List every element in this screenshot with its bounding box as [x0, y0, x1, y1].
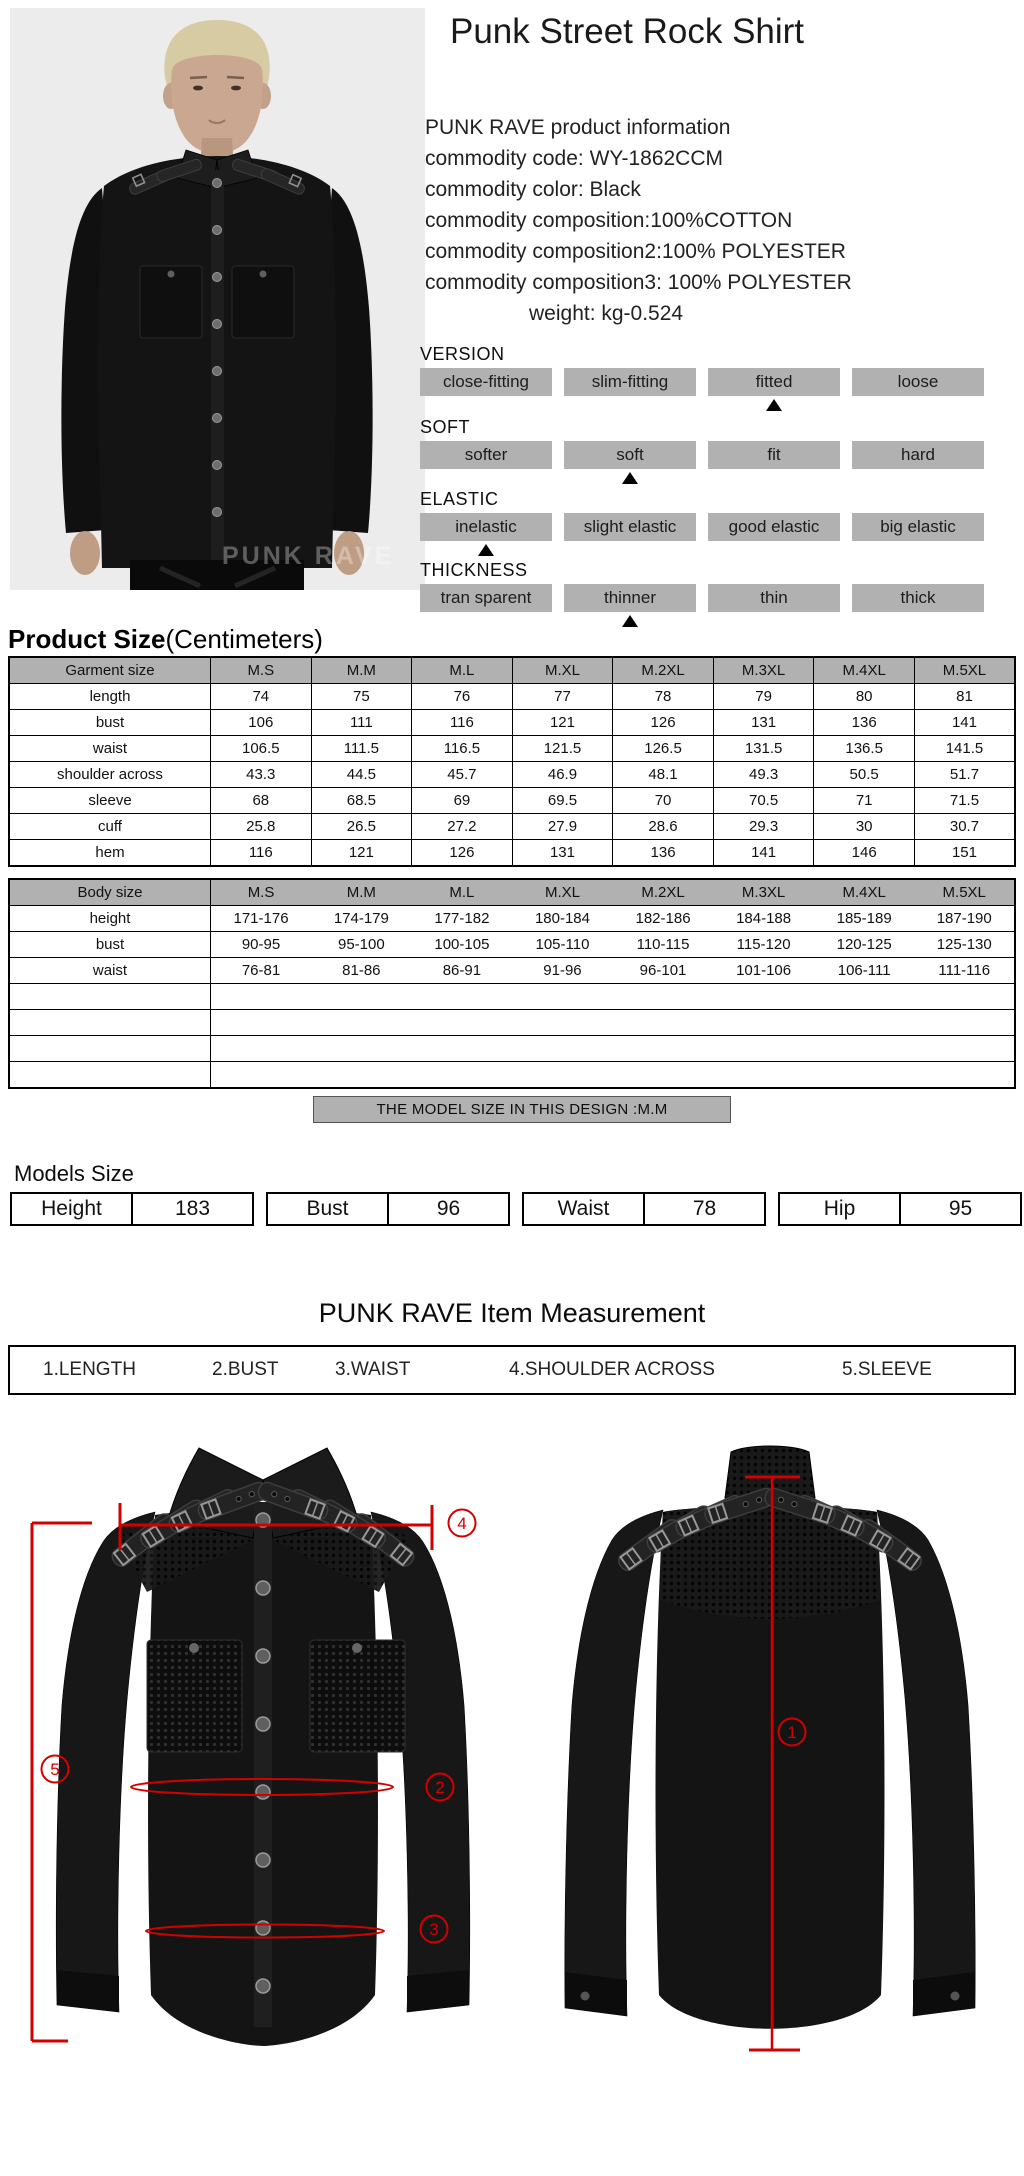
back-left-sleeve: [565, 1510, 663, 2016]
legend-item: 4.SHOULDER ACROSS: [509, 1359, 715, 1380]
table-row: cuff 25.8 26.5 27.2 27.9 28.6 29.3 30 30.7: [9, 814, 1015, 840]
models-size-group: [778, 1192, 1022, 1226]
col-header: M.L: [412, 657, 513, 684]
attr-option: slim-fitting: [564, 368, 696, 396]
bust-measure-label: 2: [435, 1778, 445, 1797]
length-measure-label: 1: [787, 1723, 797, 1742]
brand-watermark: PUNK RAVE: [222, 542, 395, 570]
sleeve-measure-label: 5: [50, 1760, 60, 1779]
front-right-sleeve: [371, 1512, 470, 2012]
selected-marker-icon: [478, 544, 494, 556]
models-size-value: 183: [131, 1192, 254, 1226]
attr-option: fitted: [708, 368, 840, 396]
info-line: commodity composition2:100% POLYESTER: [425, 240, 846, 263]
attr-option: thin: [708, 584, 840, 612]
models-size-group: [10, 1192, 254, 1226]
models-size-label: Models Size: [14, 1161, 134, 1186]
info-line: PUNK RAVE product information: [425, 116, 731, 139]
col-header: M.4XL: [814, 879, 915, 906]
legend-item: 2.BUST: [212, 1359, 279, 1380]
col-header: M.3XL: [713, 879, 814, 906]
selected-marker-icon: [622, 615, 638, 627]
measurement-legend: [8, 1345, 1016, 1395]
garment-size-table: [8, 656, 1016, 867]
models-size-key: Height: [10, 1192, 133, 1226]
models-size-row: [0, 1192, 1024, 1226]
attr-section-version: VERSION: [420, 344, 505, 364]
attr-option: thinner: [564, 584, 696, 612]
attr-option: fit: [708, 441, 840, 469]
table-row-empty: [9, 1010, 1015, 1036]
col-header: M.2XL: [613, 657, 714, 684]
col-header: M.4XL: [814, 657, 915, 684]
info-line: commodity color: Black: [425, 178, 641, 201]
table-row: bust 90-95 95-100 100-105 105-110 110-115 115-120 120-125 125-130: [9, 932, 1015, 958]
legend-item: 5.SLEEVE: [842, 1359, 932, 1380]
legend-item: 1.LENGTH: [43, 1359, 136, 1380]
attr-option: softer: [420, 441, 552, 469]
table-row: waist 76-81 81-86 86-91 91-96 96-101 101-106 106-111 111-116: [9, 958, 1015, 984]
models-size-group: [266, 1192, 510, 1226]
col-header: M.S: [211, 879, 312, 906]
models-size-value: 96: [387, 1192, 510, 1226]
attr-option: soft: [564, 441, 696, 469]
front-shirt-diagram: [15, 1440, 495, 2075]
col-header: M.5XL: [914, 657, 1015, 684]
attr-option: big elastic: [852, 513, 984, 541]
col-header: M.L: [412, 879, 513, 906]
back-shirt-diagram: [535, 1440, 1005, 2075]
attr-option: tran sparent: [420, 584, 552, 612]
table-row: length 74 75 76 77 78 79 80 81: [9, 684, 1015, 710]
back-right-sleeve: [877, 1510, 975, 2016]
table-row-empty: [9, 1036, 1015, 1062]
attr-section-thickness: THICKNESS: [420, 560, 528, 580]
attr-row-soft: [420, 441, 987, 469]
col-header: M.XL: [512, 879, 613, 906]
front-right-pocket: [310, 1640, 405, 1752]
table-row: shoulder across 43.3 44.5 45.7 46.9 48.1 49.3 50.5 51.7: [9, 762, 1015, 788]
shoulder-measure-label: 4: [457, 1514, 467, 1533]
heading-bold: Product Size: [8, 624, 166, 654]
attr-option: good elastic: [708, 513, 840, 541]
table-header-row: [9, 657, 1015, 684]
attr-row-thickness: [420, 584, 987, 612]
col-header: Body size: [9, 879, 211, 906]
table-row: height 171-176 174-179 177-182 180-184 182-186 184-188 185-189 187-190: [9, 906, 1015, 932]
attr-option: loose: [852, 368, 984, 396]
col-header: M.M: [311, 879, 412, 906]
attr-section-soft: SOFT: [420, 417, 470, 437]
page-title: Punk Street Rock Shirt: [450, 12, 805, 51]
selected-marker-icon: [622, 472, 638, 484]
info-line: commodity composition3: 100% POLYESTER: [425, 271, 852, 294]
product-size-heading: [8, 624, 323, 655]
attr-option: close-fitting: [420, 368, 552, 396]
table-row: waist 106.5 111.5 116.5 121.5 126.5 131.5 136.5 141.5: [9, 736, 1015, 762]
measurement-title: PUNK RAVE Item Measurement: [318, 1298, 706, 1328]
product-info: [425, 112, 1000, 329]
info-line: commodity composition:100%COTTON: [425, 209, 793, 232]
waist-measure-label: 3: [429, 1920, 439, 1939]
models-size-value: 95: [899, 1192, 1022, 1226]
model-size-note: THE MODEL SIZE IN THIS DESIGN :M.M: [313, 1096, 731, 1123]
models-size-key: Waist: [522, 1192, 645, 1226]
table-row: hem 116 121 126 131 136 141 146 151: [9, 840, 1015, 867]
col-header: Garment size: [9, 657, 211, 684]
info-line: weight: kg-0.524: [529, 302, 684, 325]
attr-option: slight elastic: [564, 513, 696, 541]
front-left-sleeve: [56, 1512, 155, 2012]
legend-item: 3.WAIST: [335, 1359, 411, 1380]
front-left-pocket: [147, 1640, 242, 1752]
table-header-row: [9, 879, 1015, 906]
col-header: M.3XL: [713, 657, 814, 684]
heading-unit: (Centimeters): [165, 624, 323, 654]
col-header: M.2XL: [613, 879, 714, 906]
attr-row-elastic: [420, 513, 987, 541]
models-size-key: Hip: [778, 1192, 901, 1226]
attr-option: inelastic: [420, 513, 552, 541]
col-header: M.5XL: [914, 879, 1015, 906]
col-header: M.M: [311, 657, 412, 684]
info-line: commodity code: WY-1862CCM: [425, 147, 723, 170]
model-photo: [10, 8, 425, 590]
model-illustration: [10, 8, 425, 590]
attr-option: hard: [852, 441, 984, 469]
col-header: M.XL: [512, 657, 613, 684]
models-size-group: [522, 1192, 766, 1226]
attr-option: thick: [852, 584, 984, 612]
table-row: sleeve 68 68.5 69 69.5 70 70.5 71 71.5: [9, 788, 1015, 814]
attr-row-version: [420, 368, 987, 396]
models-size-key: Bust: [266, 1192, 389, 1226]
body-size-table: [8, 878, 1016, 1089]
table-row: bust 106 111 116 121 126 131 136 141: [9, 710, 1015, 736]
attr-section-elastic: ELASTIC: [420, 489, 499, 509]
col-header: M.S: [211, 657, 312, 684]
table-row-empty: [9, 984, 1015, 1010]
models-size-value: 78: [643, 1192, 766, 1226]
table-row-empty: [9, 1062, 1015, 1089]
selected-marker-icon: [766, 399, 782, 411]
